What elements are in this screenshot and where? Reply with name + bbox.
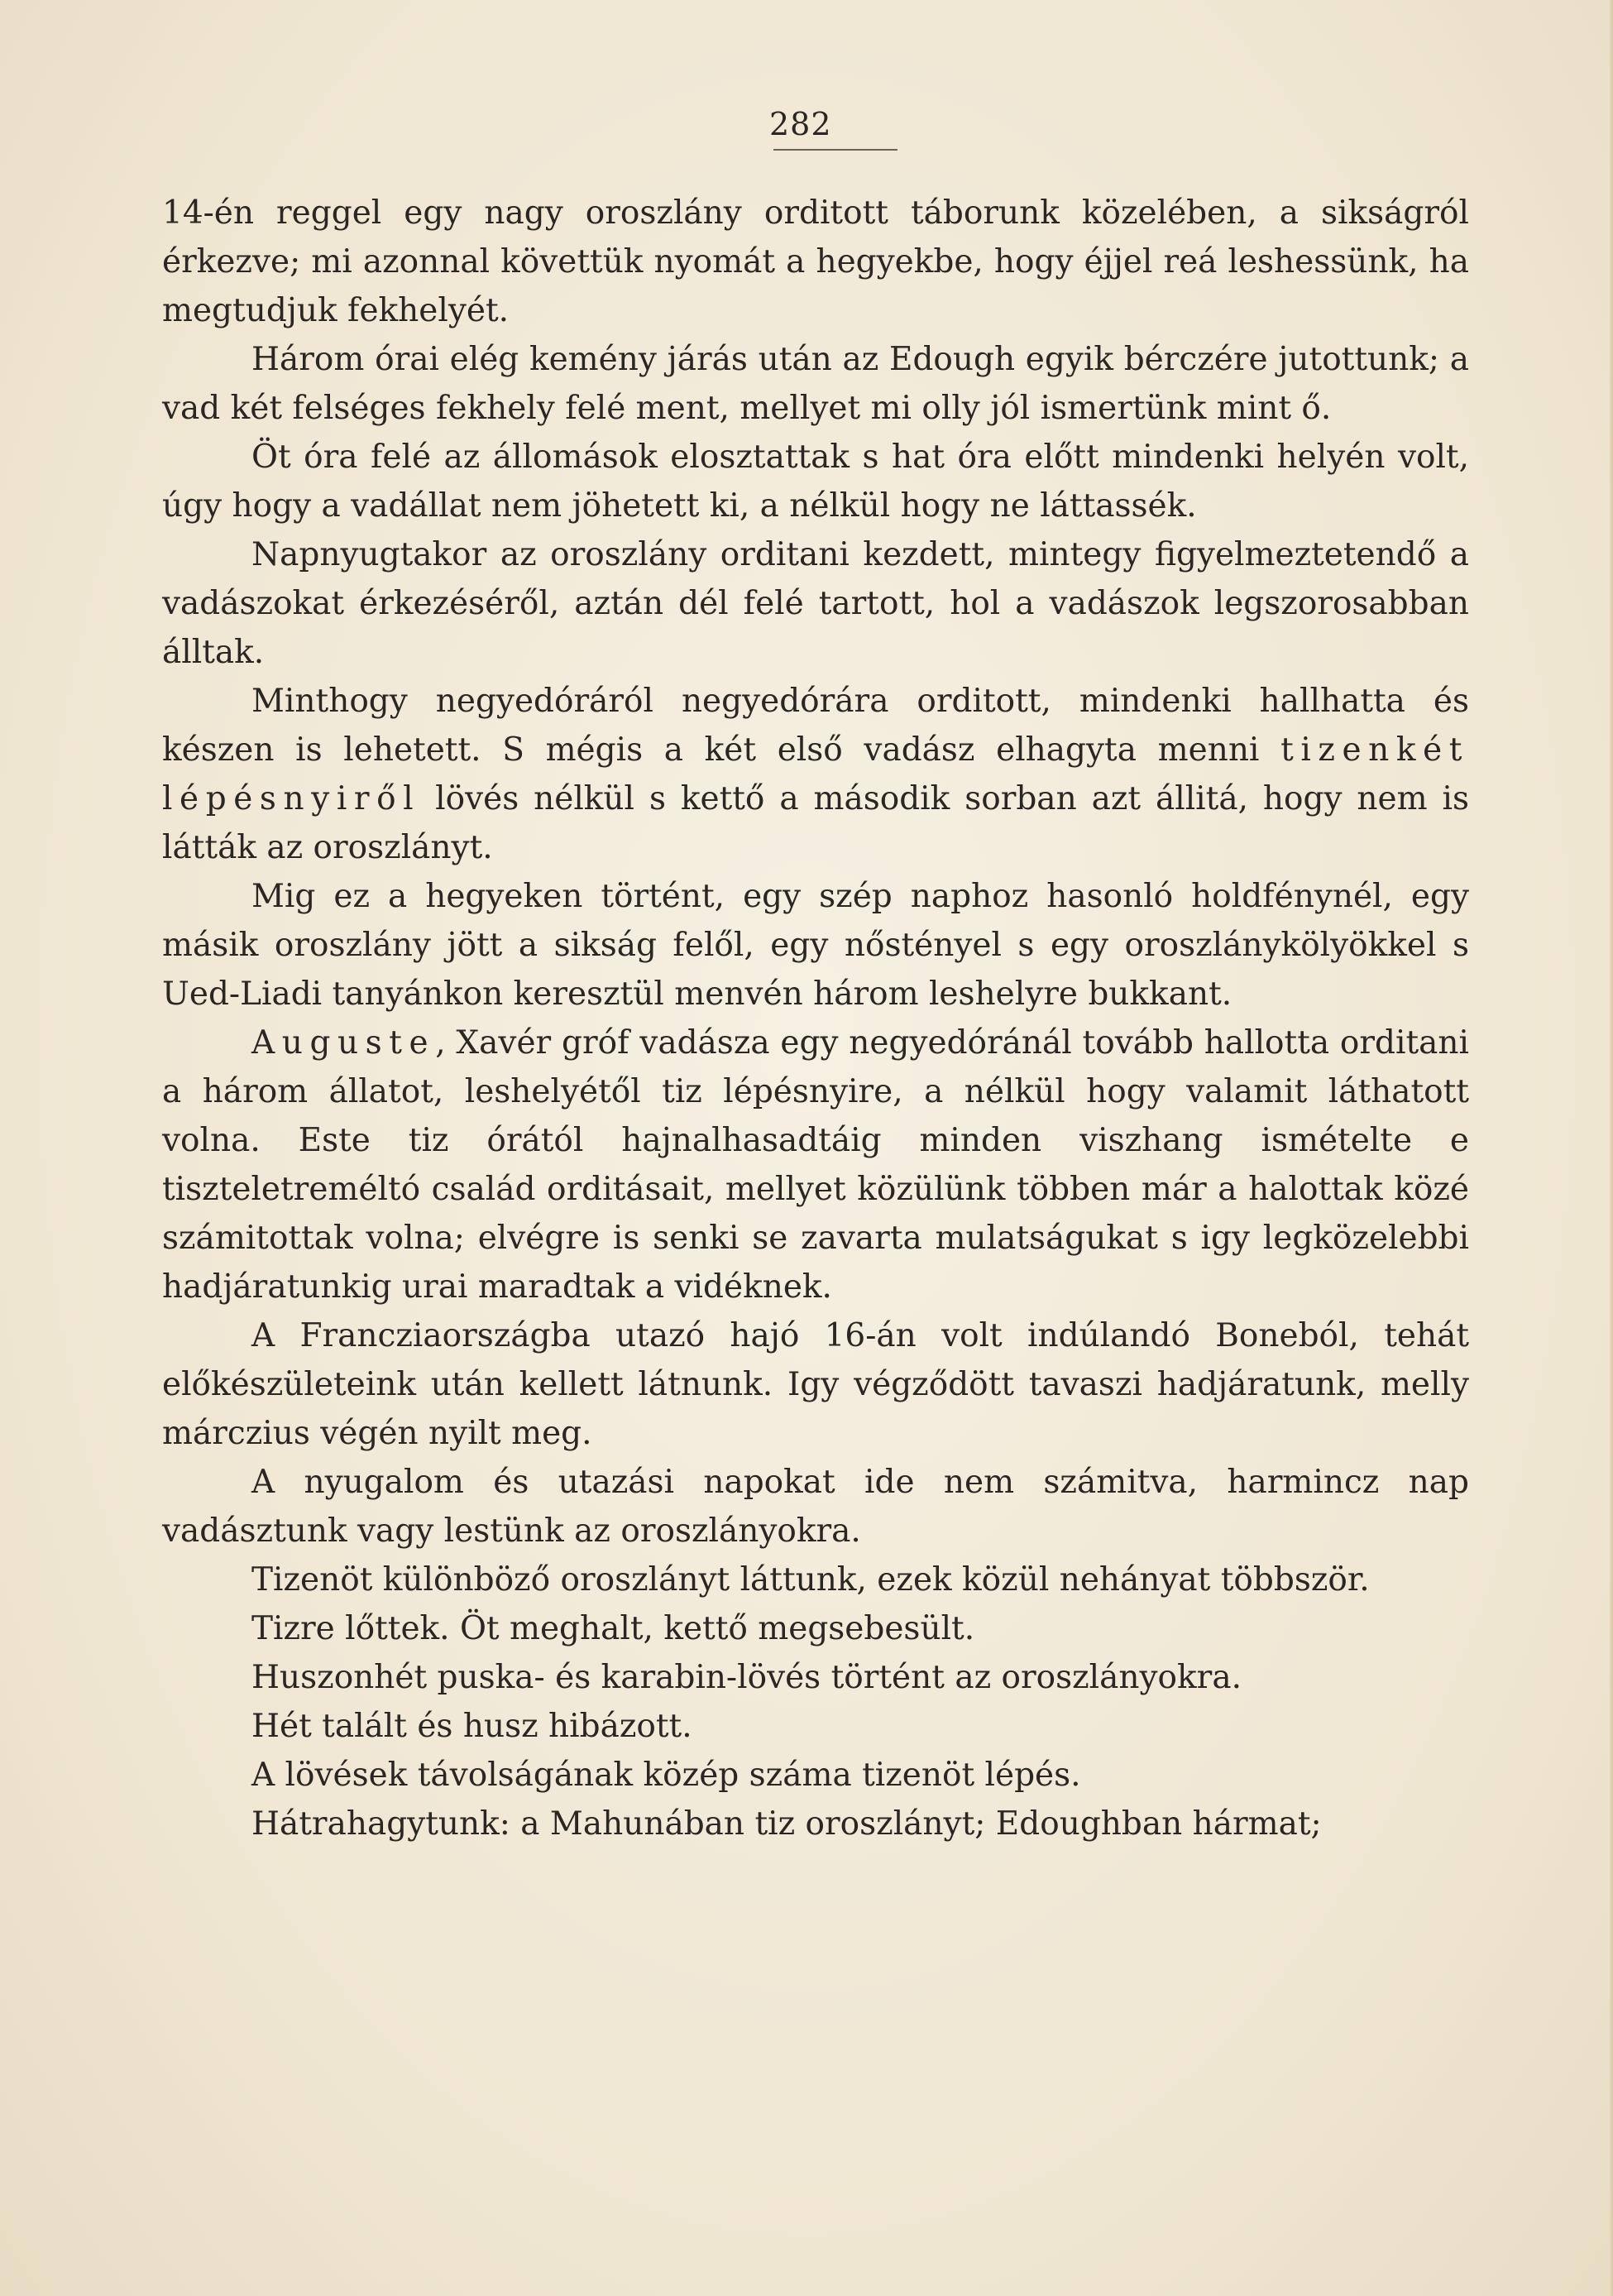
- statistics-line: Huszonhét puska- és karabin-lövés történt az oroszlányokra.: [251, 1659, 1242, 1696]
- paragraph: [162, 677, 1469, 872]
- paragraph: 14-én reggel egy nagy oroszlány orditott táborunk közelében, a sikságról érkezve; mi azonnal követtük nyomát a hegyekbe, hogy éjjel reá leshessünk, ha megtudjuk fekhelyét.: [162, 194, 1469, 329]
- emphasized-text: tizenkét lépésnyiről: [162, 731, 1469, 817]
- emphasized-name: Auguste: [251, 1024, 436, 1062]
- paragraph: Napnyugtakor az oroszlány orditani kezdett, mintegy figyelmeztetendő a vadászokat érkezéséről, aztán dél felé tartott, hol a vadászok legszorosabban álltak.: [162, 536, 1469, 671]
- page-edge-shadow: [1610, 0, 1613, 2296]
- page-number-rule: [773, 149, 897, 151]
- paragraph: Öt óra felé az állomások elosztattak s hat óra előtt mindenki helyén volt, úgy hogy a vadállat nem jöhetett ki, a nélkül hogy ne láttassék.: [162, 439, 1469, 525]
- paragraph-text: lövés nélkül s kettő a második sorban azt állitá, hogy nem is látták az oroszlányt.: [162, 780, 1469, 866]
- paragraph-text: , Xavér gróf vadásza egy negyedóránál tovább hallotta orditani a három állatot, leshelyétől tiz lépésnyire, a nélkül hogy valamit láthatott volna. Este tiz órától hajnalhasadtáig minden viszhang ismételte e tiszteletreméltó család orditásait, mellyet közülünk többen már a halottak közé számitottak volna; elvégre is senki se zavarta mulatságukat s igy legközelebbi hadjáratunkig urai maradtak a vidéknek.: [162, 1024, 1469, 1306]
- paragraph: A nyugalom és utazási napokat ide nem számitva, harmincz nap vadásztunk vagy lestünk az oroszlányokra.: [162, 1464, 1469, 1550]
- statistics-line: Tizre lőttek. Öt meghalt, kettő megsebesült.: [251, 1610, 975, 1647]
- statistics-line: Hét talált és husz hibázott.: [251, 1708, 692, 1745]
- paragraph: Mig ez a hegyeken történt, egy szép naphoz hasonló holdfénynél, egy másik oroszlány jött a sikság felől, egy nőstényel s egy oroszlánykölyökkel s Ued-Liadi tanyánkon keresztül menvén három leshelyre bukkant.: [162, 878, 1469, 1013]
- paragraph: A Francziaországba utazó hajó 16-án volt indúlandó Boneból, tehát előkészületeink után kellett látnunk. Igy végződött tavaszi hadjáratunk, melly márczius végén nyilt meg.: [162, 1317, 1469, 1452]
- body-text: [162, 189, 1469, 1848]
- statistics-line: Tizenöt különböző oroszlányt láttunk, ezek közül nehányat többször.: [251, 1561, 1370, 1599]
- statistics-line: A lövések távolságának közép száma tizenöt lépés.: [251, 1757, 1081, 1794]
- paragraph: [162, 1019, 1469, 1311]
- statistics-line: Hátrahagytunk: a Mahunában tiz oroszlányt; Edoughban hármat;: [251, 1805, 1322, 1843]
- paragraph-text: Minthogy negyedóráról negyedórára orditott, mindenki hallhatta és készen is lehetett. S mégis a két első vadász elhagyta menni: [162, 683, 1469, 769]
- paragraph: Három órai elég kemény járás után az Edough egyik bérczére jutottunk; a vad két felséges fekhely felé ment, mellyet mi olly jól ismertünk mint ő.: [162, 341, 1469, 427]
- page-number: 282: [769, 106, 832, 142]
